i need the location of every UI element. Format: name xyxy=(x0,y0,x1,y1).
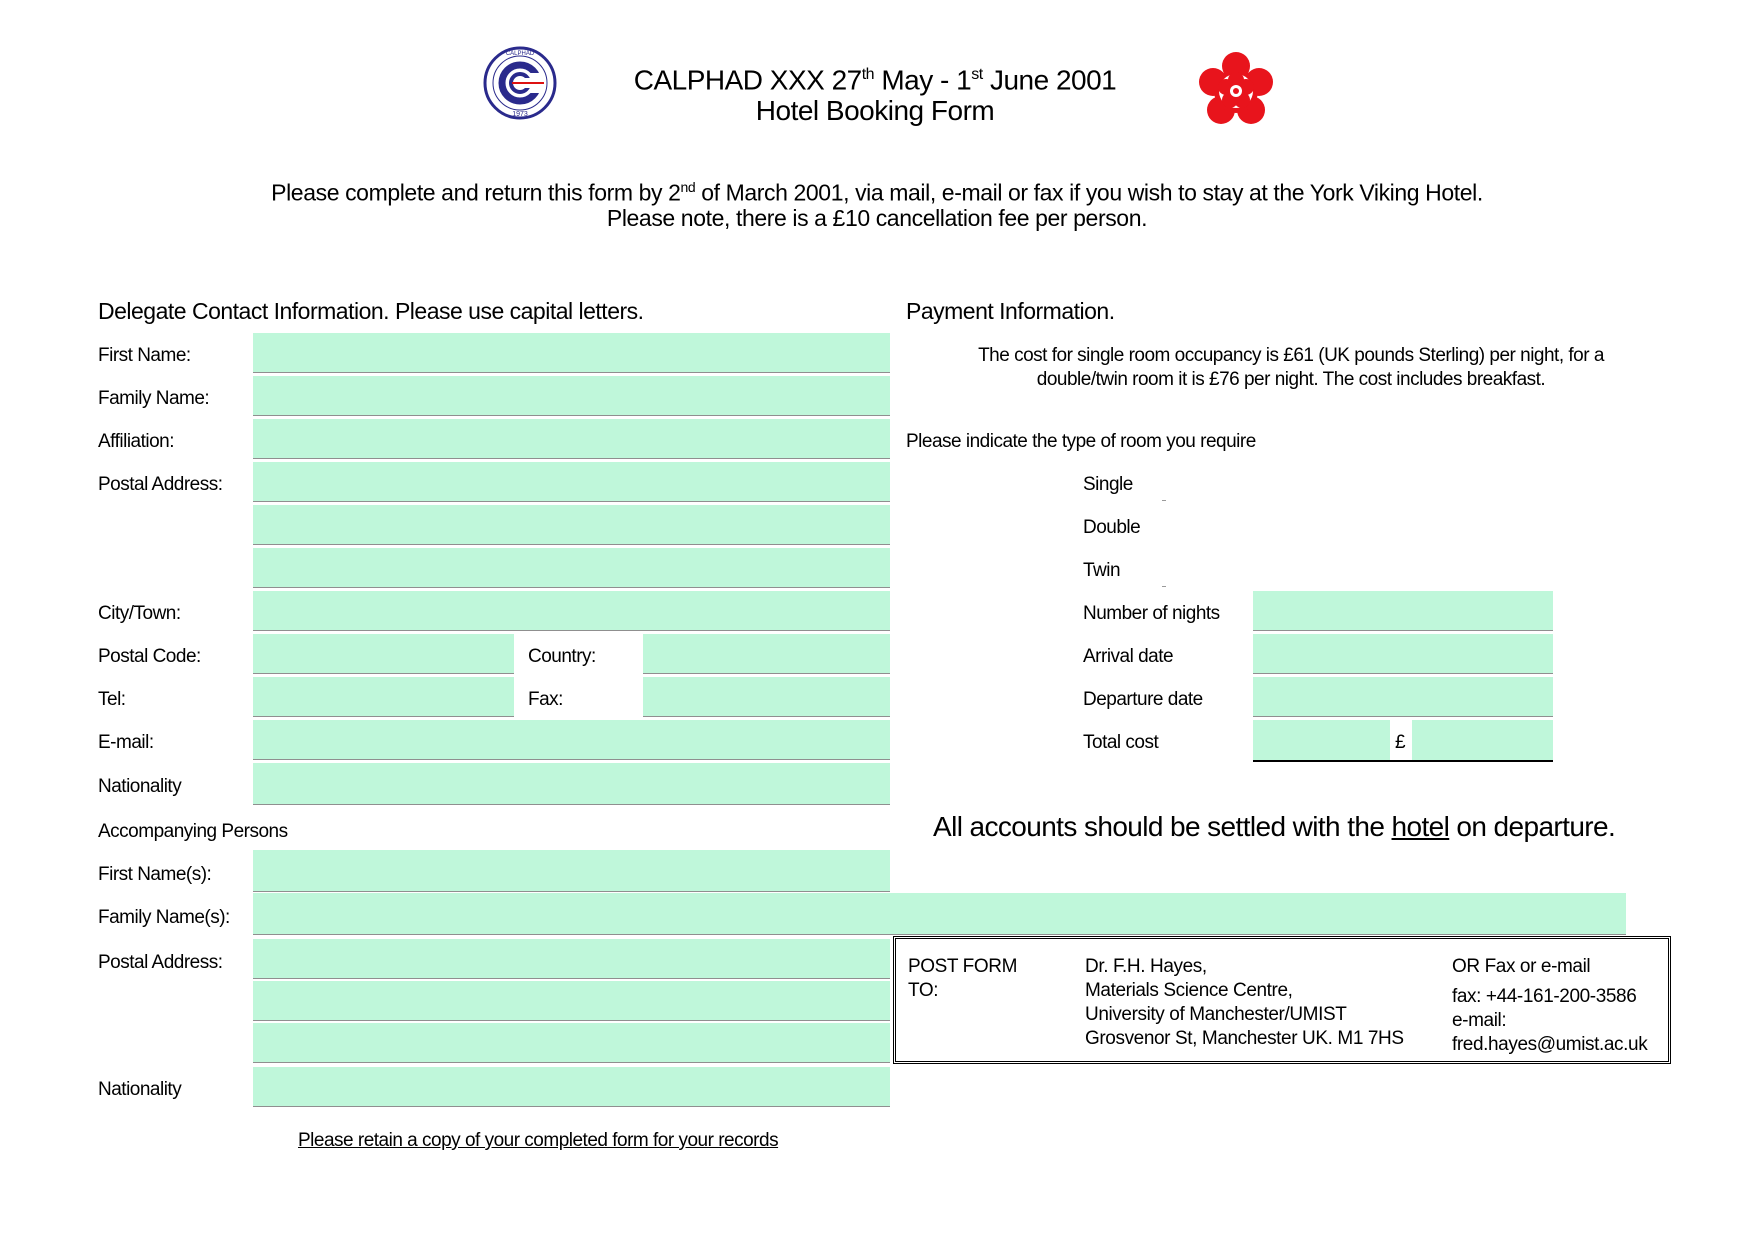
contact-email[interactable]: fred.hayes@umist.ac.uk xyxy=(1452,1034,1648,1055)
city-input[interactable] xyxy=(253,591,890,631)
accompanying-first-names-input[interactable] xyxy=(253,850,890,892)
postal-code-input[interactable] xyxy=(253,634,514,674)
family-name-input[interactable] xyxy=(253,376,890,416)
nights-input[interactable] xyxy=(1253,591,1553,631)
cost-info-line2: double/twin room it is £76 per night. The cost includes breakfast. xyxy=(1036,369,1546,390)
postal-address-label: Postal Address: xyxy=(98,474,223,495)
country-input[interactable] xyxy=(643,634,890,674)
contact-fax: fax: +44-161-200-3586 xyxy=(1452,986,1637,1007)
postal-code-label: Postal Code: xyxy=(98,646,201,667)
affiliation-label: Affiliation: xyxy=(98,431,175,452)
rose-logo xyxy=(1195,50,1277,132)
delegate-heading: Delegate Contact Information. Please use capital letters. xyxy=(98,298,644,324)
fax-label: Fax: xyxy=(528,689,563,710)
departure-date-input[interactable] xyxy=(1253,677,1553,717)
calphad-logo xyxy=(482,45,558,121)
nationality-input[interactable] xyxy=(253,763,890,805)
single-room-option[interactable]: Single xyxy=(1083,474,1133,495)
post-form-box xyxy=(893,936,1671,1064)
address-dept: Materials Science Centre, xyxy=(1085,980,1293,1001)
arrival-date-label: Arrival date xyxy=(1083,646,1174,667)
post-form-label: POST FORM xyxy=(908,956,1017,977)
arrival-date-input[interactable] xyxy=(1253,634,1553,674)
accompanying-address-line3-input[interactable] xyxy=(253,1023,890,1063)
address-name: Dr. F.H. Hayes, xyxy=(1085,956,1207,977)
single-room-checkbox[interactable] xyxy=(1162,500,1166,501)
country-label: Country: xyxy=(528,646,596,667)
departure-date-label: Departure date xyxy=(1083,689,1203,710)
email-input[interactable] xyxy=(253,720,890,760)
page-title: CALPHAD XXX 27th May - 1st June 2001 xyxy=(633,64,1117,96)
room-type-prompt: Please indicate the type of room you require xyxy=(906,431,1256,452)
post-form-to: TO: xyxy=(908,980,939,1001)
total-cost-whole-input[interactable] xyxy=(1253,720,1390,762)
cost-info-line1: The cost for single room occupancy is £61 (UK pounds Sterling) per night, for a xyxy=(978,345,1604,366)
tel-label: Tel: xyxy=(98,689,126,710)
accompanying-address-line1-input[interactable] xyxy=(253,939,890,979)
payment-heading: Payment Information. xyxy=(906,298,1115,324)
fax-input[interactable] xyxy=(643,677,890,717)
return-instructions: Please complete and return this form by 2nd of March 2001, via mail, e-mail or fax if you wish to stay at the York Viking Hotel. xyxy=(271,179,1483,206)
retain-copy-note: Please retain a copy of your completed form for your records xyxy=(298,1130,779,1151)
currency-cell xyxy=(1390,720,1412,762)
logo-year: 1973 xyxy=(512,111,528,118)
accompanying-nationality-label: Nationality xyxy=(98,1079,182,1100)
currency-symbol: £ xyxy=(1395,732,1406,753)
accompanying-postal-address-label: Postal Address: xyxy=(98,952,223,973)
settlement-note: All accounts should be settled with the hotel on departure. xyxy=(933,811,1616,842)
cancellation-note: Please note, there is a £10 cancellation fee per person. xyxy=(606,205,1148,231)
twin-room-option[interactable]: Twin xyxy=(1083,560,1121,581)
total-cost-label: Total cost xyxy=(1083,732,1159,753)
address-street: Grosvenor St, Manchester UK. M1 7HS xyxy=(1085,1028,1404,1049)
accompanying-family-names-input[interactable] xyxy=(253,893,1626,935)
email-label: E-mail: xyxy=(98,732,154,753)
postal-address-line2-input[interactable] xyxy=(253,505,890,545)
accompanying-first-names-label: First Name(s): xyxy=(98,864,212,885)
accompanying-heading: Accompanying Persons xyxy=(98,821,288,842)
affiliation-input[interactable] xyxy=(253,419,890,459)
double-room-option[interactable]: Double xyxy=(1083,517,1141,538)
accompanying-address-line2-input[interactable] xyxy=(253,981,890,1021)
twin-room-checkbox[interactable] xyxy=(1162,586,1166,587)
nights-label: Number of nights xyxy=(1083,603,1220,624)
page-subtitle: Hotel Booking Form xyxy=(755,95,995,126)
total-cost-input[interactable] xyxy=(1412,720,1553,762)
alt-contact-heading: OR Fax or e-mail xyxy=(1452,956,1591,977)
address-university: University of Manchester/UMIST xyxy=(1085,1004,1347,1025)
tel-input[interactable] xyxy=(253,677,514,717)
accompanying-nationality-input[interactable] xyxy=(253,1067,890,1107)
logo-letters: CALPHAD xyxy=(505,51,535,57)
postal-address-line3-input[interactable] xyxy=(253,548,890,588)
nationality-label: Nationality xyxy=(98,776,182,797)
accompanying-family-names-label: Family Name(s): xyxy=(98,907,230,928)
first-name-label: First Name: xyxy=(98,345,191,366)
contact-email-label: e-mail: xyxy=(1452,1010,1507,1031)
postal-address-line1-input[interactable] xyxy=(253,462,890,502)
city-label: City/Town: xyxy=(98,603,181,624)
first-name-input[interactable] xyxy=(253,333,890,373)
family-name-label: Family Name: xyxy=(98,388,210,409)
